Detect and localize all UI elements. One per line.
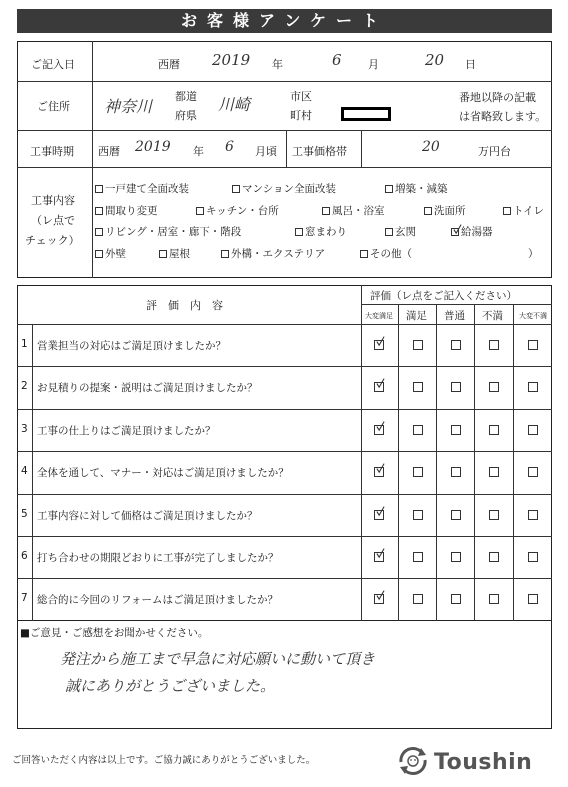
question-text: お見積りの提案・説明はご満足頂けましたか？ (37, 382, 258, 395)
work-content-option[interactable] (503, 203, 544, 218)
rating-checkbox[interactable] (528, 340, 538, 350)
option-label: トイレ (513, 205, 544, 217)
checkbox[interactable] (95, 207, 103, 215)
rating-checkbox[interactable] (413, 340, 423, 350)
rating-checkbox[interactable] (489, 467, 499, 477)
question-number: 3 (21, 422, 28, 435)
rating-checkbox[interactable] (413, 425, 423, 435)
entry-date-label: ご記入日 (31, 58, 75, 71)
checkbox[interactable] (95, 185, 103, 193)
option-label: 外壁 (105, 248, 126, 260)
rating-checkbox[interactable] (489, 382, 499, 392)
rating-checkbox[interactable] (374, 510, 384, 520)
redacted-area (341, 107, 391, 121)
option-label: 給湯器 (461, 226, 493, 238)
checkbox[interactable] (424, 207, 432, 215)
checkbox[interactable] (503, 207, 511, 215)
comments-label: ■ご意見・ご感想をお聞かせください。 (20, 627, 209, 639)
entry-date-month[interactable]: 6 (332, 51, 342, 69)
address-city[interactable]: 川崎 (218, 95, 251, 114)
entry-date-year[interactable]: 2019 (212, 51, 251, 69)
address-pref-unit-top: 都道 (175, 90, 197, 103)
entry-date-year-unit: 年 (272, 58, 283, 71)
work-content-option[interactable] (221, 246, 325, 261)
question-text: 工事の仕上りはご満足頂けましたか？ (37, 424, 216, 437)
entry-date-month-unit: 月 (368, 58, 379, 71)
address-label: ご住所 (37, 100, 70, 113)
option-label: 風呂・浴室 (332, 205, 385, 217)
rating-row-divider (17, 366, 552, 367)
checkbox[interactable] (322, 207, 330, 215)
comments-line-2[interactable]: 誠にありがとうございました。 (65, 677, 276, 695)
brand-name: Toushin (434, 750, 533, 775)
question-text: 営業担当の対応はご満足頂けましたか？ (37, 340, 226, 352)
work-content-label: 工事内容 (31, 194, 75, 207)
price-divider-left (286, 130, 287, 167)
checkbox[interactable] (232, 185, 240, 193)
checkbox[interactable] (196, 207, 204, 215)
toushin-logo-icon (396, 744, 430, 778)
option-label: キッチン・台所 (206, 205, 279, 217)
question-number: 2 (21, 380, 28, 393)
other-close-paren: ） (528, 248, 539, 260)
work-content-option[interactable] (95, 203, 158, 218)
check-mark-icon (376, 506, 385, 518)
rating-checkbox[interactable] (528, 552, 538, 562)
work-content-option[interactable] (95, 224, 241, 239)
rating-col-divider (513, 304, 514, 621)
price-range-label: 工事価格帯 (292, 145, 347, 158)
work-content-option[interactable] (159, 246, 190, 261)
work-content-label-hint: （レ点で (31, 214, 75, 227)
row-divider (17, 130, 552, 131)
rating-checkbox[interactable] (374, 340, 384, 350)
question-number: 6 (21, 550, 28, 562)
rating-col-divider (398, 304, 399, 621)
checkbox[interactable] (360, 250, 368, 258)
question-number: 5 (21, 507, 28, 520)
checkbox[interactable] (385, 185, 393, 193)
rating-header-bottom (17, 324, 552, 325)
work-content-option[interactable] (360, 246, 412, 261)
price-divider-right (361, 130, 362, 167)
row-divider (17, 81, 552, 82)
info-label-divider (92, 41, 93, 278)
option-label: 洗面所 (434, 205, 466, 217)
price-range-value[interactable]: 20 (422, 139, 440, 155)
rating-checkbox[interactable] (451, 552, 461, 562)
work-period-month-unit: 月頃 (255, 145, 277, 158)
question-number: 1 (21, 338, 28, 350)
rating-checkbox[interactable] (489, 552, 499, 562)
work-content-option[interactable] (322, 203, 385, 218)
checkbox[interactable] (159, 250, 167, 258)
row-divider (17, 167, 552, 168)
question-number: 7 (21, 592, 28, 605)
footer-text: ご回答いただく内容は以上です。ご協力誠にありがとうございました。 (12, 755, 316, 766)
rating-level-3: 不満 (482, 310, 503, 322)
comments-line-1[interactable]: 発注から施工まで早急に対応願いに動いて頂き (60, 650, 376, 668)
rating-content-divider (361, 285, 362, 621)
work-period-label: 工事時期 (30, 145, 74, 158)
price-range-unit: 万円台 (478, 145, 511, 158)
address-city-unit-top: 市区 (290, 90, 312, 103)
rating-checkbox[interactable] (528, 382, 538, 392)
rating-checkbox[interactable] (374, 425, 384, 435)
rating-row-divider (17, 536, 552, 537)
rating-checkbox[interactable] (374, 594, 384, 604)
work-content-option[interactable] (385, 181, 448, 196)
option-label: 外構・エクステリア (231, 248, 326, 260)
option-label: 玄関 (395, 226, 416, 238)
entry-date-era: 西暦 (158, 58, 180, 71)
question-text: 全体を通して、マナー・対応はご満足頂けましたか？ (37, 467, 289, 480)
rating-checkbox[interactable] (413, 552, 423, 562)
rating-checkbox[interactable] (489, 510, 499, 520)
address-pref-unit-bottom: 府県 (175, 109, 197, 122)
rating-checkbox[interactable] (451, 382, 461, 392)
question-number: 4 (21, 465, 28, 478)
option-label: 窓まわり (305, 226, 347, 238)
option-label: 間取り変更 (105, 205, 158, 217)
option-label: 増築・減築 (395, 183, 448, 195)
rating-checkbox[interactable] (451, 594, 461, 604)
address-note-line2: は省略致します。 (459, 110, 547, 123)
rating-checkbox[interactable] (413, 382, 423, 392)
rating-checkbox[interactable] (374, 552, 384, 562)
rating-checkbox[interactable] (413, 510, 423, 520)
check-mark-icon (376, 463, 385, 475)
option-label: 屋根 (169, 248, 190, 260)
option-label: 一戸建て全面改装 (105, 183, 189, 195)
rating-row-divider (17, 451, 552, 452)
page-title: お客様アンケート (17, 9, 552, 33)
rating-col-divider (436, 304, 437, 621)
work-content-option[interactable] (196, 203, 279, 218)
address-city-unit-bottom: 町村 (290, 109, 312, 122)
option-label: リビング・居室・廊下・階段 (105, 226, 242, 238)
rating-checkbox[interactable] (528, 510, 538, 520)
check-mark-icon (453, 224, 462, 236)
rating-checkbox[interactable] (489, 594, 499, 604)
work-period-year[interactable]: 2019 (135, 139, 171, 155)
rating-checkbox[interactable] (413, 594, 423, 604)
rating-table (17, 285, 552, 621)
rating-level-2: 普通 (444, 310, 465, 322)
work-content-option[interactable] (95, 181, 189, 196)
question-text: 総合的に今回のリフォームはご満足頂けましたか？ (37, 594, 278, 607)
checkbox[interactable] (221, 250, 229, 258)
rating-row-divider (17, 494, 552, 495)
work-content-label-hint2: チェック） (25, 234, 80, 247)
rating-level-1: 満足 (406, 310, 427, 322)
entry-date-day-unit: 日 (465, 58, 476, 71)
check-mark-icon (376, 378, 385, 390)
work-period-era: 西暦 (98, 145, 120, 158)
option-label: マンション全面改装 (242, 183, 337, 195)
rating-header-divider (361, 304, 552, 305)
info-table (17, 41, 552, 278)
address-note-line1: 番地以降の記載 (459, 91, 536, 104)
question-text: 工事内容に対して価格はご満足頂けましたか？ (37, 509, 258, 522)
checkbox[interactable] (451, 228, 459, 236)
rating-checkbox[interactable] (528, 467, 538, 477)
check-mark-icon (376, 590, 385, 602)
checkbox[interactable] (95, 250, 103, 258)
rating-checkbox[interactable] (489, 340, 499, 350)
rating-eval-header: 評価（レ点をご記入ください） (370, 290, 517, 302)
checkbox[interactable] (295, 228, 303, 236)
work-content-option[interactable] (424, 203, 466, 218)
entry-date-day[interactable]: 20 (425, 51, 445, 69)
work-content-option[interactable] (451, 224, 493, 239)
rating-level-4: 大変不満 (519, 312, 547, 320)
checkbox[interactable] (95, 228, 103, 236)
work-content-option[interactable] (232, 181, 336, 196)
rating-row-divider (17, 578, 552, 579)
rating-checkbox[interactable] (489, 425, 499, 435)
option-label: その他（ (370, 248, 412, 260)
rating-checkbox[interactable] (374, 382, 384, 392)
address-prefecture[interactable]: 神奈川 (104, 97, 153, 116)
rating-checkbox[interactable] (451, 467, 461, 477)
check-mark-icon (376, 548, 385, 560)
check-mark-icon (376, 421, 385, 433)
rating-checkbox[interactable] (528, 594, 538, 604)
rating-checkbox[interactable] (528, 425, 538, 435)
rating-checkbox[interactable] (451, 425, 461, 435)
rating-checkbox[interactable] (374, 467, 384, 477)
work-period-month[interactable]: 6 (225, 139, 234, 155)
work-content-option[interactable] (385, 224, 416, 239)
rating-level-0: 大変満足 (365, 312, 393, 320)
rating-checkbox[interactable] (451, 340, 461, 350)
check-mark-icon (376, 336, 385, 348)
rating-col-divider (474, 304, 475, 621)
rating-content-header: 評 価 内 容 (146, 299, 223, 312)
rating-row-divider (17, 409, 552, 410)
rating-no-divider (32, 324, 33, 621)
rating-checkbox[interactable] (413, 467, 423, 477)
work-content-option[interactable] (95, 246, 126, 261)
rating-checkbox[interactable] (451, 510, 461, 520)
checkbox[interactable] (385, 228, 393, 236)
work-period-year-unit: 年 (193, 145, 204, 158)
question-text: 打ち合わせの期限どおりに工事が完了しましたか？ (37, 552, 279, 564)
work-content-option[interactable] (295, 224, 347, 239)
